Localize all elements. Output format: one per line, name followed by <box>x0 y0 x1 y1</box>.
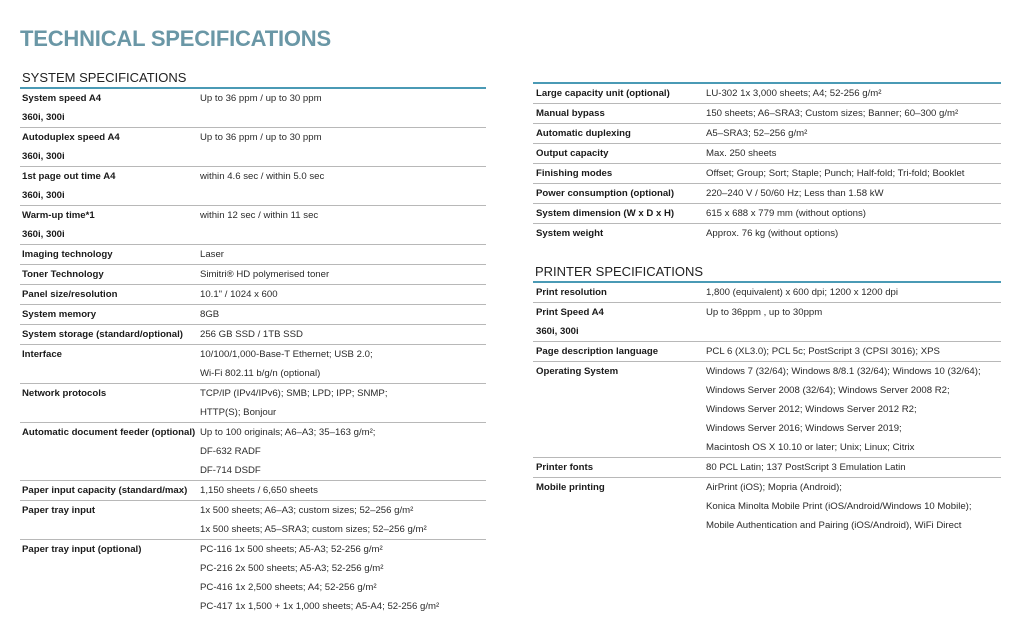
spec-value <box>200 265 486 284</box>
spec-label <box>20 128 200 166</box>
spec-value <box>200 345 486 383</box>
spec-value-line: DF-632 RADF <box>200 446 261 457</box>
spec-label-line: 360i, 300i <box>22 112 65 123</box>
spec-value-line: Mobile Authentication and Pairing (iOS/Android), WiFi Direct <box>706 520 962 531</box>
spec-label <box>20 345 200 383</box>
spec-row <box>20 501 486 540</box>
spec-value-line: Laser <box>200 249 224 260</box>
spec-value-line: Up to 36 ppm / up to 30 ppm <box>200 93 322 104</box>
spec-value-line: Up to 36ppm , up to 30ppm <box>706 307 823 318</box>
spec-row <box>20 345 486 384</box>
spec-label-line: Finishing modes <box>536 168 613 179</box>
spec-label <box>533 204 706 223</box>
spec-value-line: AirPrint (iOS); Mopria (Android); <box>706 482 842 493</box>
spec-value-line: Windows Server 2008 (32/64); Windows Server 2008 R2; <box>706 385 950 396</box>
printer-specs-table <box>533 283 1001 535</box>
spec-label <box>20 501 200 539</box>
spec-row <box>533 458 1001 478</box>
spec-label-line: Printer fonts <box>536 462 594 473</box>
spec-label <box>533 478 706 535</box>
spec-label-line: System speed A4 <box>22 93 102 104</box>
spec-value-line: Windows 7 (32/64); Windows 8/8.1 (32/64); Windows 10 (32/64); <box>706 366 981 377</box>
spec-label-line: Toner Technology <box>22 269 104 280</box>
spec-label-line: Operating System <box>536 366 619 377</box>
spec-label-line: Paper input capacity (standard/max) <box>22 485 188 496</box>
spec-label <box>533 224 706 243</box>
spec-value-line: PC-116 1x 500 sheets; A5-A3; 52-256 g/m² <box>200 544 383 555</box>
spec-label-line: Automatic document feeder (optional) <box>22 427 196 438</box>
spec-value <box>200 423 486 480</box>
spec-label-line: Manual bypass <box>536 108 605 119</box>
spec-value <box>706 478 1001 535</box>
spec-value-line: Up to 100 originals; A6–A3; 35–163 g/m²; <box>200 427 376 438</box>
spec-row <box>533 362 1001 458</box>
spec-row <box>533 224 1001 243</box>
spec-value <box>200 540 486 616</box>
spec-label-line: Interface <box>22 349 62 360</box>
spec-value-line: within 4.6 sec / within 5.0 sec <box>200 171 325 182</box>
spec-row <box>20 128 486 167</box>
spec-label-line: Print resolution <box>536 287 607 298</box>
spec-value-line: 615 x 688 x 779 mm (without options) <box>706 208 866 219</box>
spec-label <box>20 305 200 324</box>
spec-value <box>706 104 1001 123</box>
spec-label-line: 360i, 300i <box>22 190 65 201</box>
spec-value <box>200 305 486 324</box>
spec-value-line: Macintosh OS X 10.10 or later; Unix; Linux; Citrix <box>706 442 915 453</box>
spec-value-line: within 12 sec / within 11 sec <box>200 210 319 221</box>
spec-label-line: Network protocols <box>22 388 107 399</box>
spec-value-line: PC-417 1x 1,500 + 1x 1,000 sheets; A5-A4; 52-256 g/m² <box>200 601 440 612</box>
spec-label <box>20 167 200 205</box>
spec-value <box>706 303 1001 341</box>
spec-value-line: 10/100/1,000-Base-T Ethernet; USB 2.0; <box>200 349 373 360</box>
spec-value-line: LU-302 1x 3,000 sheets; A4; 52-256 g/m² <box>706 88 882 99</box>
spec-row <box>20 167 486 206</box>
spec-row <box>20 245 486 265</box>
system-specs-column <box>20 71 486 616</box>
spec-value <box>200 325 486 344</box>
spec-row <box>533 104 1001 124</box>
spec-row <box>533 204 1001 224</box>
spec-value-line: 80 PCL Latin; 137 PostScript 3 Emulation Latin <box>706 462 906 473</box>
spec-value-line: DF-714 DSDF <box>200 465 261 476</box>
spec-label <box>533 104 706 123</box>
spec-label <box>533 303 706 341</box>
spec-value <box>706 144 1001 163</box>
spec-value <box>200 481 486 500</box>
spec-value-line: 1x 500 sheets; A5–SRA3; custom sizes; 52–256 g/m² <box>200 524 427 535</box>
spec-value-line: Simitri® HD polymerised toner <box>200 269 330 280</box>
spec-row <box>20 384 486 423</box>
spec-value <box>200 501 486 539</box>
page-title: TECHNICAL SPECIFICATIONS <box>20 26 331 51</box>
spec-row <box>533 144 1001 164</box>
spec-row <box>20 423 486 481</box>
spec-value <box>200 285 486 304</box>
spec-value-line: Approx. 76 kg (without options) <box>706 228 839 239</box>
spec-value <box>706 204 1001 223</box>
spec-label-line: Paper tray input <box>22 505 96 516</box>
spec-value-line: 150 sheets; A6–SRA3; Custom sizes; Banner; 60–300 g/m² <box>706 108 959 119</box>
spec-label-line: Paper tray input (optional) <box>22 544 142 555</box>
section-title-printer: PRINTER SPECIFICATIONS <box>533 265 1001 283</box>
spec-label-line: 360i, 300i <box>22 151 65 162</box>
spec-label-line: Large capacity unit (optional) <box>536 88 670 99</box>
spec-row <box>533 478 1001 535</box>
spec-value-line: 1,800 (equivalent) x 600 dpi; 1200 x 1200 dpi <box>706 287 899 298</box>
spec-value <box>706 342 1001 361</box>
spec-value <box>706 224 1001 243</box>
spec-label <box>20 481 200 500</box>
spec-value <box>200 128 486 166</box>
spec-row <box>533 124 1001 144</box>
spec-value-line: 1x 500 sheets; A6–A3; custom sizes; 52–256 g/m² <box>200 505 414 516</box>
spec-value <box>200 245 486 264</box>
spec-row <box>20 89 486 128</box>
spec-value-line: PC-416 1x 2,500 sheets; A4; 52-256 g/m² <box>200 582 377 593</box>
spec-label-line: System memory <box>22 309 97 320</box>
section-title-system: SYSTEM SPECIFICATIONS <box>20 71 486 89</box>
spec-value <box>706 283 1001 302</box>
spec-value-line: Offset; Group; Sort; Staple; Punch; Half-fold; Tri-fold; Booklet <box>706 168 965 179</box>
spec-row <box>20 265 486 285</box>
spec-value-line: TCP/IP (IPv4/IPv6); SMB; LPD; IPP; SNMP; <box>200 388 388 399</box>
spec-value <box>200 89 486 127</box>
spec-label-line: Autoduplex speed A4 <box>22 132 120 143</box>
spec-label-line: Automatic duplexing <box>536 128 631 139</box>
spec-label-line: Power consumption (optional) <box>536 188 675 199</box>
spec-label-line: 360i, 300i <box>536 326 579 337</box>
spec-label <box>533 283 706 302</box>
spec-row <box>20 285 486 305</box>
spec-value <box>706 362 1001 457</box>
spec-label <box>20 245 200 264</box>
spec-label <box>533 124 706 143</box>
spec-value <box>706 184 1001 203</box>
spec-label <box>20 423 200 480</box>
spec-label-line: Warm-up time*1 <box>22 210 95 221</box>
spec-row <box>533 164 1001 184</box>
spec-value-line: Konica Minolta Mobile Print (iOS/Android/Windows 10 Mobile); <box>706 501 972 512</box>
spec-label-line: System weight <box>536 228 604 239</box>
spec-value-line: PC-216 2x 500 sheets; A5-A3; 52-256 g/m² <box>200 563 384 574</box>
spec-label <box>20 384 200 422</box>
spec-label-line: Page description language <box>536 346 659 357</box>
spec-value-line: Windows Server 2016; Windows Server 2019; <box>706 423 902 434</box>
spec-value <box>706 124 1001 143</box>
spec-row <box>533 184 1001 204</box>
spec-label-line: Output capacity <box>536 148 609 159</box>
spec-row <box>533 283 1001 303</box>
spec-value-line: 220–240 V / 50/60 Hz; Less than 1.58 kW <box>706 188 884 199</box>
spec-label <box>533 164 706 183</box>
spec-label <box>533 144 706 163</box>
spec-label <box>533 84 706 103</box>
spec-label <box>20 206 200 244</box>
spec-value-line: Max. 250 sheets <box>706 148 777 159</box>
system-specs-continued-table <box>533 84 1001 243</box>
spec-value <box>706 458 1001 477</box>
spec-label <box>20 265 200 284</box>
spec-row <box>20 540 486 616</box>
spec-row <box>533 303 1001 342</box>
spec-value <box>200 167 486 205</box>
spec-value-line: Wi-Fi 802.11 b/g/n (optional) <box>200 368 321 379</box>
spec-label <box>20 89 200 127</box>
spec-label <box>20 540 200 616</box>
spec-row <box>533 342 1001 362</box>
spec-value-line: A5–SRA3; 52–256 g/m² <box>706 128 808 139</box>
spec-row <box>20 305 486 325</box>
spec-value-line: 10.1" / 1024 x 600 <box>200 289 278 300</box>
spec-value <box>200 384 486 422</box>
spec-value-line: 256 GB SSD / 1TB SSD <box>200 329 303 340</box>
spec-value-line: 8GB <box>200 309 220 320</box>
spec-label-line: Imaging technology <box>22 249 113 260</box>
spec-label <box>20 325 200 344</box>
spec-row <box>533 84 1001 104</box>
spec-value <box>200 206 486 244</box>
spec-label-line: 360i, 300i <box>22 229 65 240</box>
spec-row <box>20 325 486 345</box>
system-specs-table <box>20 89 486 616</box>
spec-value <box>706 164 1001 183</box>
spec-value-line: HTTP(S); Bonjour <box>200 407 277 418</box>
spec-label-line: Print Speed A4 <box>536 307 604 318</box>
spec-value-line: 1,150 sheets / 6,650 sheets <box>200 485 318 496</box>
spec-row <box>20 206 486 245</box>
spec-value-line: Up to 36 ppm / up to 30 ppm <box>200 132 322 143</box>
spec-value-line: PCL 6 (XL3.0); PCL 5c; PostScript 3 (CPSI 3016); XPS <box>706 346 940 357</box>
spec-label <box>533 362 706 457</box>
spec-label-line: 1st page out time A4 <box>22 171 116 182</box>
spec-label <box>533 458 706 477</box>
right-column <box>533 82 1001 535</box>
spec-label <box>533 342 706 361</box>
spec-label-line: System dimension (W x D x H) <box>536 208 675 219</box>
spec-value-line: Windows Server 2012; Windows Server 2012 R2; <box>706 404 917 415</box>
spec-label <box>533 184 706 203</box>
spec-label-line: Mobile printing <box>536 482 605 493</box>
spec-label <box>20 285 200 304</box>
spec-label-line: System storage (standard/optional) <box>22 329 183 340</box>
spec-value <box>706 84 1001 103</box>
spec-label-line: Panel size/resolution <box>22 289 118 300</box>
spec-row <box>20 481 486 501</box>
